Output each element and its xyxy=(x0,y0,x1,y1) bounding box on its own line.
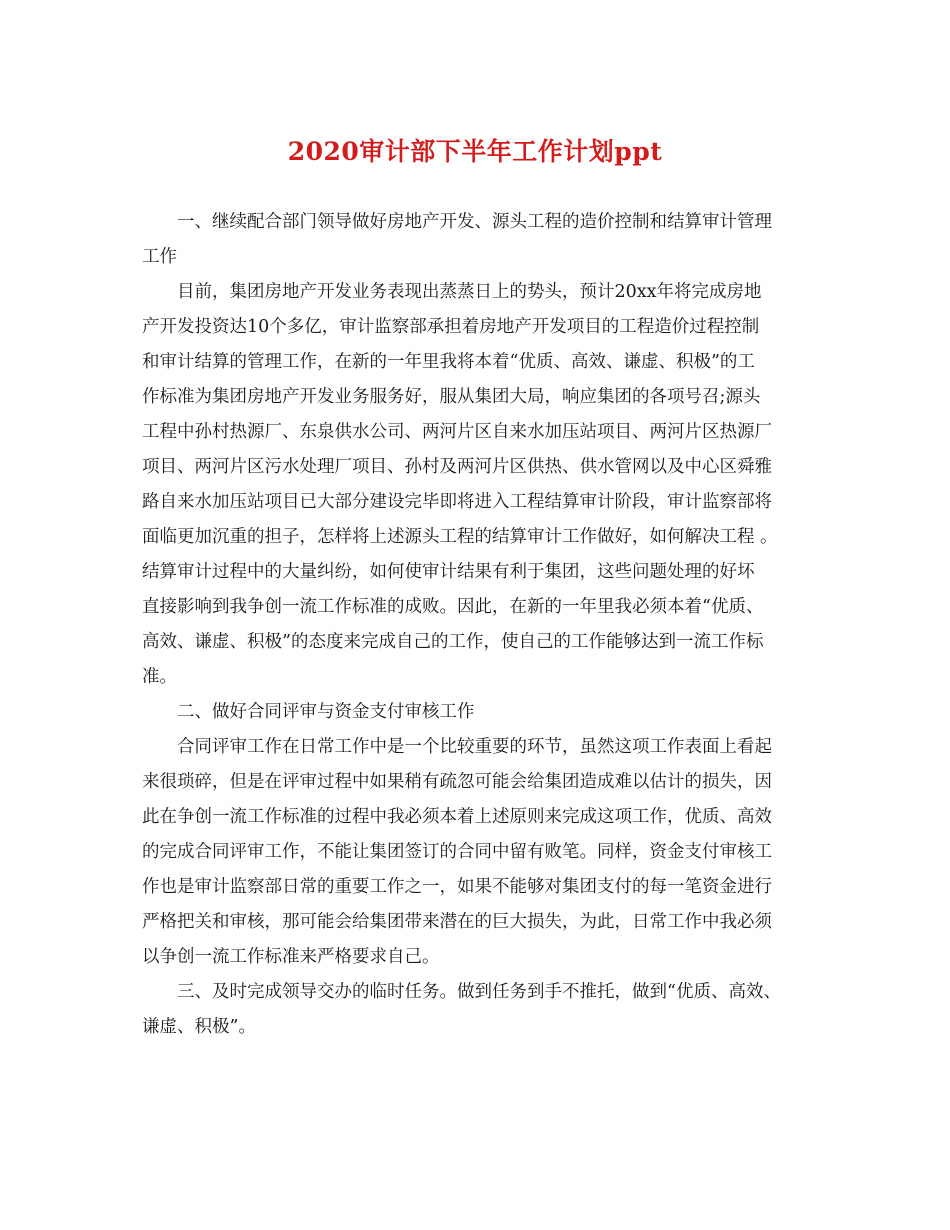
paragraph-1-line-2: 产开发投资达10个多亿，审计监察部承担着房地产开发项目的工程造价过程控制 xyxy=(142,317,760,337)
section-2-heading: 二、做好合同评审与资金支付审核工作 xyxy=(177,702,475,722)
paragraph-1-line-8: 面临更加沉重的担子，怎样将上述源头工程的结算审计工作做好，如何解决工程 。 xyxy=(142,527,778,547)
paragraph-1-line-9: 结算审计过程中的大量纠纷，如何使审计结果有利于集团，这些问题处理的好坏 xyxy=(142,562,755,582)
paragraph-1-line-12: 准。 xyxy=(142,667,177,687)
section-1-heading-line-1: 一、继续配合部门领导做好房地产开发、源头工程的造价控制和结算审计管理 xyxy=(177,212,772,232)
paragraph-1-line-10: 直接影响到我争创一流工作标准的成败。因此，在新的一年里我必须本着“优质、 xyxy=(142,597,764,617)
paragraph-1-line-3: 和审计结算的管理工作，在新的一年里我将本着“优质、高效、谦虚、积极”的工 xyxy=(142,352,755,372)
paragraph-2-line-5: 作也是审计监察部日常的重要工作之一，如果不能够对集团支付的每一笔资金进行 xyxy=(142,877,772,897)
section-1-heading-line-2: 工作 xyxy=(142,247,177,267)
paragraph-1-line-5: 工程中孙村热源厂、东泉供水公司、两河片区自来水加压站项目、两河片区热源厂 xyxy=(142,422,772,442)
section-3-heading-line-2: 谦虚、积极”。 xyxy=(142,1017,256,1037)
paragraph-1-line-11: 高效、谦虚、积极”的态度来完成自己的工作，使自己的工作能够达到一流工作标 xyxy=(142,632,764,652)
paragraph-2-line-4: 的完成合同评审工作，不能让集团签订的合同中留有败笔。同样，资金支付审核工 xyxy=(142,842,772,862)
document-title: 2020审计部下半年工作计划ppt xyxy=(287,137,663,166)
paragraph-2-line-3: 此在争创一流工作标准的过程中我必须本着上述原则来完成这项工作，优质、高效 xyxy=(142,807,772,827)
paragraph-2-line-1: 合同评审工作在日常工作中是一个比较重要的环节，虽然这项工作表面上看起 xyxy=(177,737,772,757)
paragraph-2-line-6: 严格把关和审核，那可能会给集团带来潜在的巨大损失，为此，日常工作中我必须 xyxy=(142,912,772,932)
section-3-heading-line-1: 三、及时完成领导交办的临时任务。做到任务到手不推托，做到“优质、高效、 xyxy=(177,982,781,1002)
paragraph-2-line-7: 以争创一流工作标准来严格要求自己。 xyxy=(142,947,440,967)
paragraph-1-line-4: 作标准为集团房地产开发业务服务好，服从集团大局，响应集团的各项号召;源头 xyxy=(142,387,761,407)
paragraph-1-line-1: 目前，集团房地产开发业务表现出蒸蒸日上的势头，预计20xx年将完成房地 xyxy=(177,282,762,302)
paragraph-2-line-2: 来很琐碎，但是在评审过程中如果稍有疏忽可能会给集团造成难以估计的损失，因 xyxy=(142,772,772,792)
paragraph-1-line-6: 项目、两河片区污水处理厂项目、孙村及两河片区供热、供水管网以及中心区舜雅 xyxy=(142,457,772,477)
document-body xyxy=(142,205,818,1045)
paragraph-1-line-7: 路自来水加压站项目已大部分建设完毕即将进入工程结算审计阶段，审计监察部将 xyxy=(142,492,772,512)
